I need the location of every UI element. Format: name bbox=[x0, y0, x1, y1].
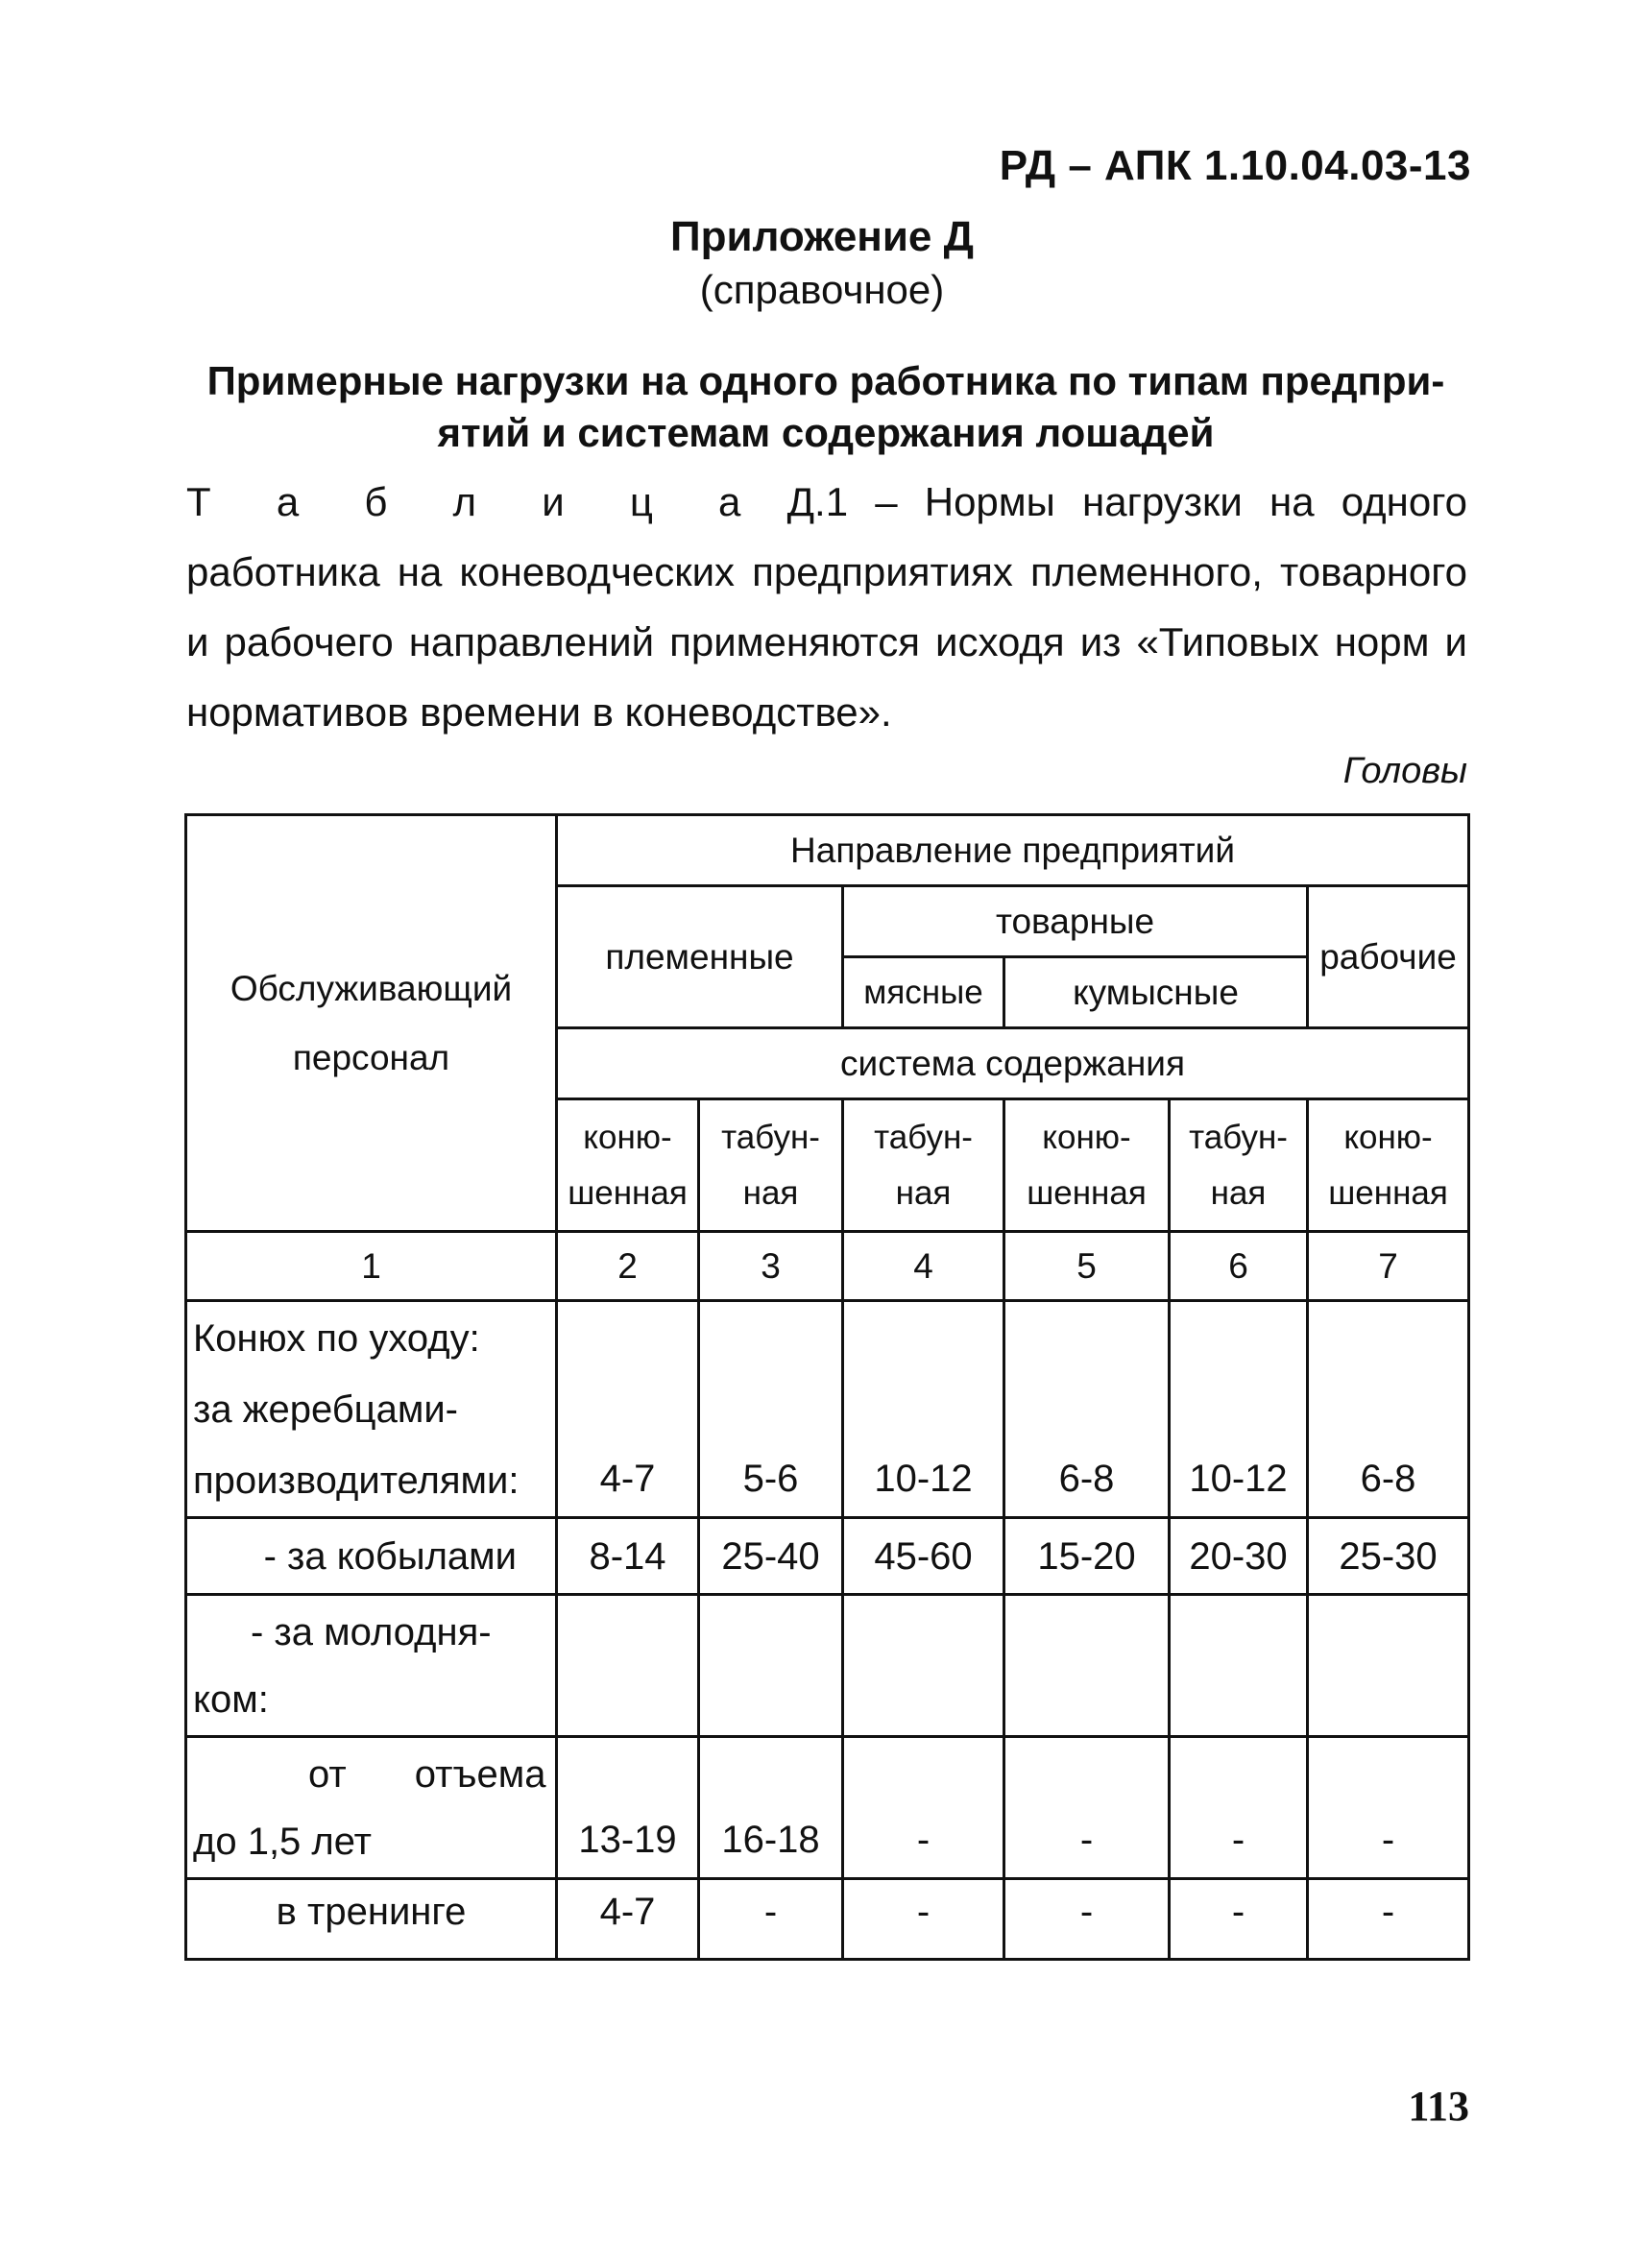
system-cell-5 bbox=[1004, 1099, 1170, 1232]
table-cell: - bbox=[1308, 1879, 1469, 1960]
system-cell-4 bbox=[843, 1099, 1004, 1232]
table-row bbox=[186, 1737, 1469, 1879]
row-label bbox=[186, 1737, 557, 1879]
system-text: шенная bbox=[1328, 1173, 1448, 1212]
meat-header: мясные bbox=[843, 957, 1004, 1028]
appendix-title: Приложение Д bbox=[670, 213, 974, 260]
system-text: табун- bbox=[721, 1118, 820, 1156]
column-number: 2 bbox=[557, 1232, 699, 1301]
working-header: рабочие bbox=[1308, 886, 1469, 1028]
column-number: 3 bbox=[699, 1232, 843, 1301]
table-cell bbox=[1170, 1595, 1308, 1737]
table-cell: - bbox=[1308, 1737, 1469, 1879]
staff-header-cell bbox=[186, 815, 557, 1232]
table-word: Т а б л и ц а bbox=[186, 479, 761, 524]
system-text: шенная bbox=[568, 1173, 688, 1212]
table-cell: - bbox=[1170, 1737, 1308, 1879]
table-cell: 4-7 bbox=[557, 1301, 699, 1518]
kumys-header: кумысные bbox=[1004, 957, 1308, 1028]
table-cell: - bbox=[843, 1879, 1004, 1960]
row-label-line: до 1,5 лет bbox=[193, 1820, 372, 1863]
column-number: 4 bbox=[843, 1232, 1004, 1301]
document-code: РД – АПК 1.10.04.03-13 bbox=[999, 142, 1471, 189]
table-cell: 13-19 bbox=[557, 1737, 699, 1879]
table-cell: 25-30 bbox=[1308, 1518, 1469, 1595]
row-label-line: ком: bbox=[193, 1677, 269, 1721]
system-text: коню- bbox=[1343, 1118, 1433, 1156]
table-cell: - bbox=[1004, 1879, 1170, 1960]
table-cell: 8-14 bbox=[557, 1518, 699, 1595]
direction-header: Направление предприятий bbox=[557, 815, 1469, 886]
row-label-line: от отъема bbox=[308, 1752, 546, 1796]
section-heading-line-1: Примерные нагрузки на одного работника по типам предпри- bbox=[206, 358, 1445, 403]
table-cell: 4-7 bbox=[557, 1879, 699, 1960]
table-row bbox=[186, 1595, 1469, 1737]
table-cell bbox=[557, 1595, 699, 1737]
column-number: 7 bbox=[1308, 1232, 1469, 1301]
system-cell-3 bbox=[699, 1099, 843, 1232]
column-number: 1 bbox=[186, 1232, 557, 1301]
system-text: табун- bbox=[1189, 1118, 1288, 1156]
column-number: 5 bbox=[1004, 1232, 1170, 1301]
table-cell: 16-18 bbox=[699, 1737, 843, 1879]
table-cell: 10-12 bbox=[1170, 1301, 1308, 1518]
row-label: - за кобылами bbox=[186, 1518, 557, 1595]
row-label: в тренинге bbox=[186, 1879, 557, 1960]
table-cell: 5-6 bbox=[699, 1301, 843, 1518]
table-cell: 25-40 bbox=[699, 1518, 843, 1595]
row-label bbox=[186, 1595, 557, 1737]
system-text: шенная bbox=[1027, 1173, 1147, 1212]
system-cell-7 bbox=[1308, 1099, 1469, 1232]
system-text: ная bbox=[895, 1173, 952, 1212]
system-cell-6 bbox=[1170, 1099, 1308, 1232]
commercial-header: товарные bbox=[843, 886, 1308, 957]
system-cell-2 bbox=[557, 1099, 699, 1232]
section-heading-line-2: ятий и системам содержания лошадей bbox=[437, 410, 1215, 455]
table-caption-paragraph bbox=[186, 467, 1467, 747]
system-header: система содержания bbox=[557, 1028, 1469, 1099]
table-cell bbox=[843, 1595, 1004, 1737]
table-cell: 10-12 bbox=[843, 1301, 1004, 1518]
staff-header-line-1: Обслуживающий bbox=[230, 968, 513, 1008]
units-label: Головы bbox=[1342, 751, 1467, 791]
system-text: ная bbox=[742, 1173, 799, 1212]
table-cell: 6-8 bbox=[1308, 1301, 1469, 1518]
table-cell bbox=[1004, 1595, 1170, 1737]
table-cell: - bbox=[1004, 1737, 1170, 1879]
page-number: 113 bbox=[1408, 2083, 1469, 2130]
table-row bbox=[186, 1879, 1469, 1960]
breeding-header: племенные bbox=[557, 886, 843, 1028]
row-label-line: - за молодня- bbox=[251, 1610, 492, 1653]
table-cell bbox=[1308, 1595, 1469, 1737]
norms-table bbox=[184, 813, 1470, 1961]
table-cell: - bbox=[1170, 1879, 1308, 1960]
row-label-line: Конюх по уходу: bbox=[193, 1316, 480, 1360]
table-row bbox=[186, 1301, 1469, 1518]
appendix-subtitle: (справочное) bbox=[699, 267, 945, 312]
table-cell bbox=[699, 1595, 843, 1737]
table-cell: - bbox=[843, 1737, 1004, 1879]
column-number: 6 bbox=[1170, 1232, 1308, 1301]
row-label bbox=[186, 1301, 557, 1518]
row-label-line: за жеребцами- bbox=[193, 1387, 458, 1431]
system-text: табун- bbox=[874, 1118, 973, 1156]
system-text: ная bbox=[1210, 1173, 1267, 1212]
row-label-line: производителями: bbox=[193, 1459, 520, 1502]
system-text: коню- bbox=[1042, 1118, 1131, 1156]
staff-header-line-2: персонал bbox=[292, 1037, 450, 1077]
section-heading bbox=[182, 355, 1469, 459]
table-cell: 6-8 bbox=[1004, 1301, 1170, 1518]
table-row bbox=[186, 1518, 1469, 1595]
table-cell: 45-60 bbox=[843, 1518, 1004, 1595]
table-cell: 15-20 bbox=[1004, 1518, 1170, 1595]
system-text: коню- bbox=[583, 1118, 672, 1156]
table-cell: - bbox=[699, 1879, 843, 1960]
table-cell: 20-30 bbox=[1170, 1518, 1308, 1595]
table-caption-text: Д.1 – Нормы нагрузки на одного работника на коневодческих предприятиях племенного, товарного и рабочего направлений применяются исходя из «Типовых норм и нормативов времени в коневодстве». bbox=[186, 479, 1467, 735]
